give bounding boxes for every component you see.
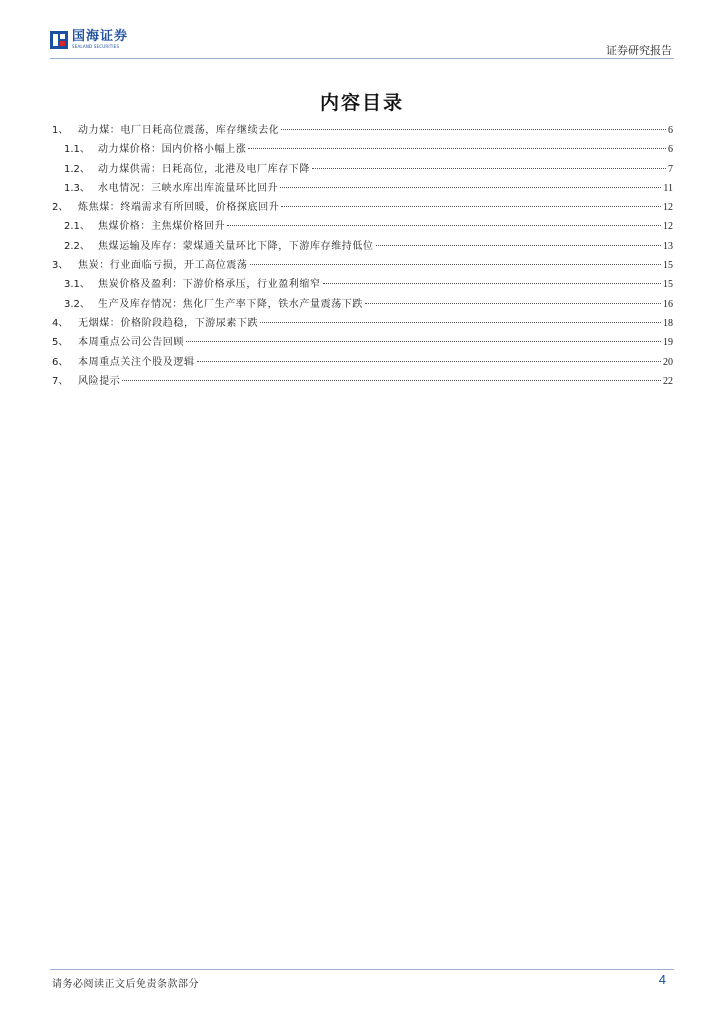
toc-entry-title: 风险提示: [78, 375, 121, 387]
toc-entry-number: 1.2、: [64, 163, 90, 175]
toc-entry-title: 焦煤价格：主焦煤价格回升: [98, 221, 226, 233]
toc-entry-number: 2.2、: [64, 240, 90, 252]
toc-entry-number: 5、: [52, 337, 69, 349]
toc-entry-title: 炼焦煤：终端需求有所回暖，价格探底回升: [78, 202, 280, 214]
toc-leader-dots: [122, 380, 661, 381]
toc-entry-number: 1.3、: [64, 182, 90, 194]
toc-entry[interactable]: [52, 353, 673, 372]
report-type-label: 证券研究报告: [606, 44, 672, 57]
toc-entry-number: 3、: [52, 260, 69, 272]
toc-entry[interactable]: [52, 160, 673, 179]
toc-entry-page: 16: [663, 298, 673, 310]
toc-entry-title: 生产及库存情况：焦化厂生产率下降，铁水产量震荡下跌: [98, 298, 363, 310]
toc-leader-dots: [281, 129, 666, 130]
toc-entry-page: 11: [663, 182, 673, 194]
toc-leader-dots: [197, 361, 661, 362]
toc-entry-title: 无烟煤：价格阶段趋稳，下游尿素下跌: [78, 317, 259, 329]
toc-entry[interactable]: [52, 140, 673, 159]
table-of-contents: [52, 121, 673, 391]
toc-leader-dots: [250, 264, 661, 265]
toc-leader-dots: [281, 206, 661, 207]
toc-entry-title: 焦炭：行业面临亏损，开工高位震荡: [78, 260, 248, 272]
toc-leader-dots: [280, 187, 661, 188]
toc-entry[interactable]: [52, 333, 673, 352]
page-number: 4: [658, 972, 666, 987]
toc-entry-title: 本周重点公司公告回顾: [78, 337, 184, 349]
toc-leader-dots: [323, 283, 661, 284]
toc-entry-page: 15: [663, 279, 673, 291]
toc-entry[interactable]: [52, 256, 673, 275]
toc-entry-page: 12: [663, 202, 673, 214]
toc-entry-number: 7、: [52, 375, 69, 387]
toc-entry[interactable]: [52, 121, 673, 140]
toc-entry-page: 7: [668, 163, 673, 175]
toc-entry-number: 6、: [52, 356, 69, 368]
toc-entry-number: 2.1、: [64, 221, 90, 233]
toc-entry-title: 焦煤运输及库存：蒙煤通关量环比下降，下游库存维持低位: [98, 240, 374, 252]
toc-entry-title: 动力煤：电厂日耗高位震荡，库存继续去化: [78, 125, 280, 136]
toc-entry-page: 15: [663, 260, 673, 272]
toc-entry-number: 3.2、: [64, 298, 90, 310]
toc-entry[interactable]: [52, 275, 673, 294]
toc-entry-title: 水电情况：三峡水库出库流量环比回升: [98, 182, 279, 194]
toc-entry[interactable]: [52, 314, 673, 333]
toc-entry[interactable]: [52, 179, 673, 198]
toc-leader-dots: [248, 148, 666, 149]
toc-entry-title: 焦炭价格及盈利：下游价格承压，行业盈利缩窄: [98, 279, 321, 291]
toc-leader-dots: [186, 341, 661, 342]
header-divider: [50, 58, 674, 59]
toc-entry-page: 22: [663, 375, 673, 387]
toc-entry-number: 2、: [52, 202, 69, 214]
footer-divider: [50, 969, 674, 970]
toc-entry-title: 动力煤供需：日耗高位，北港及电厂库存下降: [98, 163, 310, 175]
toc-entry-page: 20: [663, 356, 673, 368]
toc-entry-page: 19: [663, 337, 673, 349]
toc-entry-number: 1、: [52, 125, 69, 136]
toc-entry-number: 1.1、: [64, 144, 90, 156]
toc-entry[interactable]: [52, 198, 673, 217]
toc-entry-title: 动力煤价格：国内价格小幅上涨: [98, 144, 247, 156]
logo-mark-icon: [50, 31, 68, 49]
toc-entry-page: 6: [668, 125, 673, 136]
toc-entry-page: 12: [663, 221, 673, 233]
toc-entry[interactable]: [52, 217, 673, 236]
toc-leader-dots: [227, 225, 661, 226]
logo-english-name: SEALAND SECURITIES: [72, 44, 120, 49]
toc-title: 内容目录: [319, 92, 404, 114]
toc-leader-dots: [312, 168, 666, 169]
toc-entry[interactable]: [52, 295, 673, 314]
toc-entry[interactable]: [52, 237, 673, 256]
toc-entry-number: 4、: [52, 317, 69, 329]
footer-disclaimer: 请务必阅读正文后免责条款部分: [52, 979, 199, 990]
toc-entry-page: 18: [663, 317, 673, 329]
toc-entry-page: 13: [663, 240, 673, 252]
toc-leader-dots: [260, 322, 661, 323]
company-logo: [50, 30, 128, 49]
page-header: [50, 28, 674, 60]
toc-entry-number: 3.1、: [64, 279, 90, 291]
toc-leader-dots: [365, 303, 661, 304]
toc-entry[interactable]: [52, 372, 673, 391]
toc-entry-title: 本周重点关注个股及逻辑: [78, 356, 195, 368]
toc-leader-dots: [376, 245, 661, 246]
toc-entry-page: 6: [668, 144, 673, 156]
logo-chinese-name: 国海证券: [72, 29, 129, 44]
